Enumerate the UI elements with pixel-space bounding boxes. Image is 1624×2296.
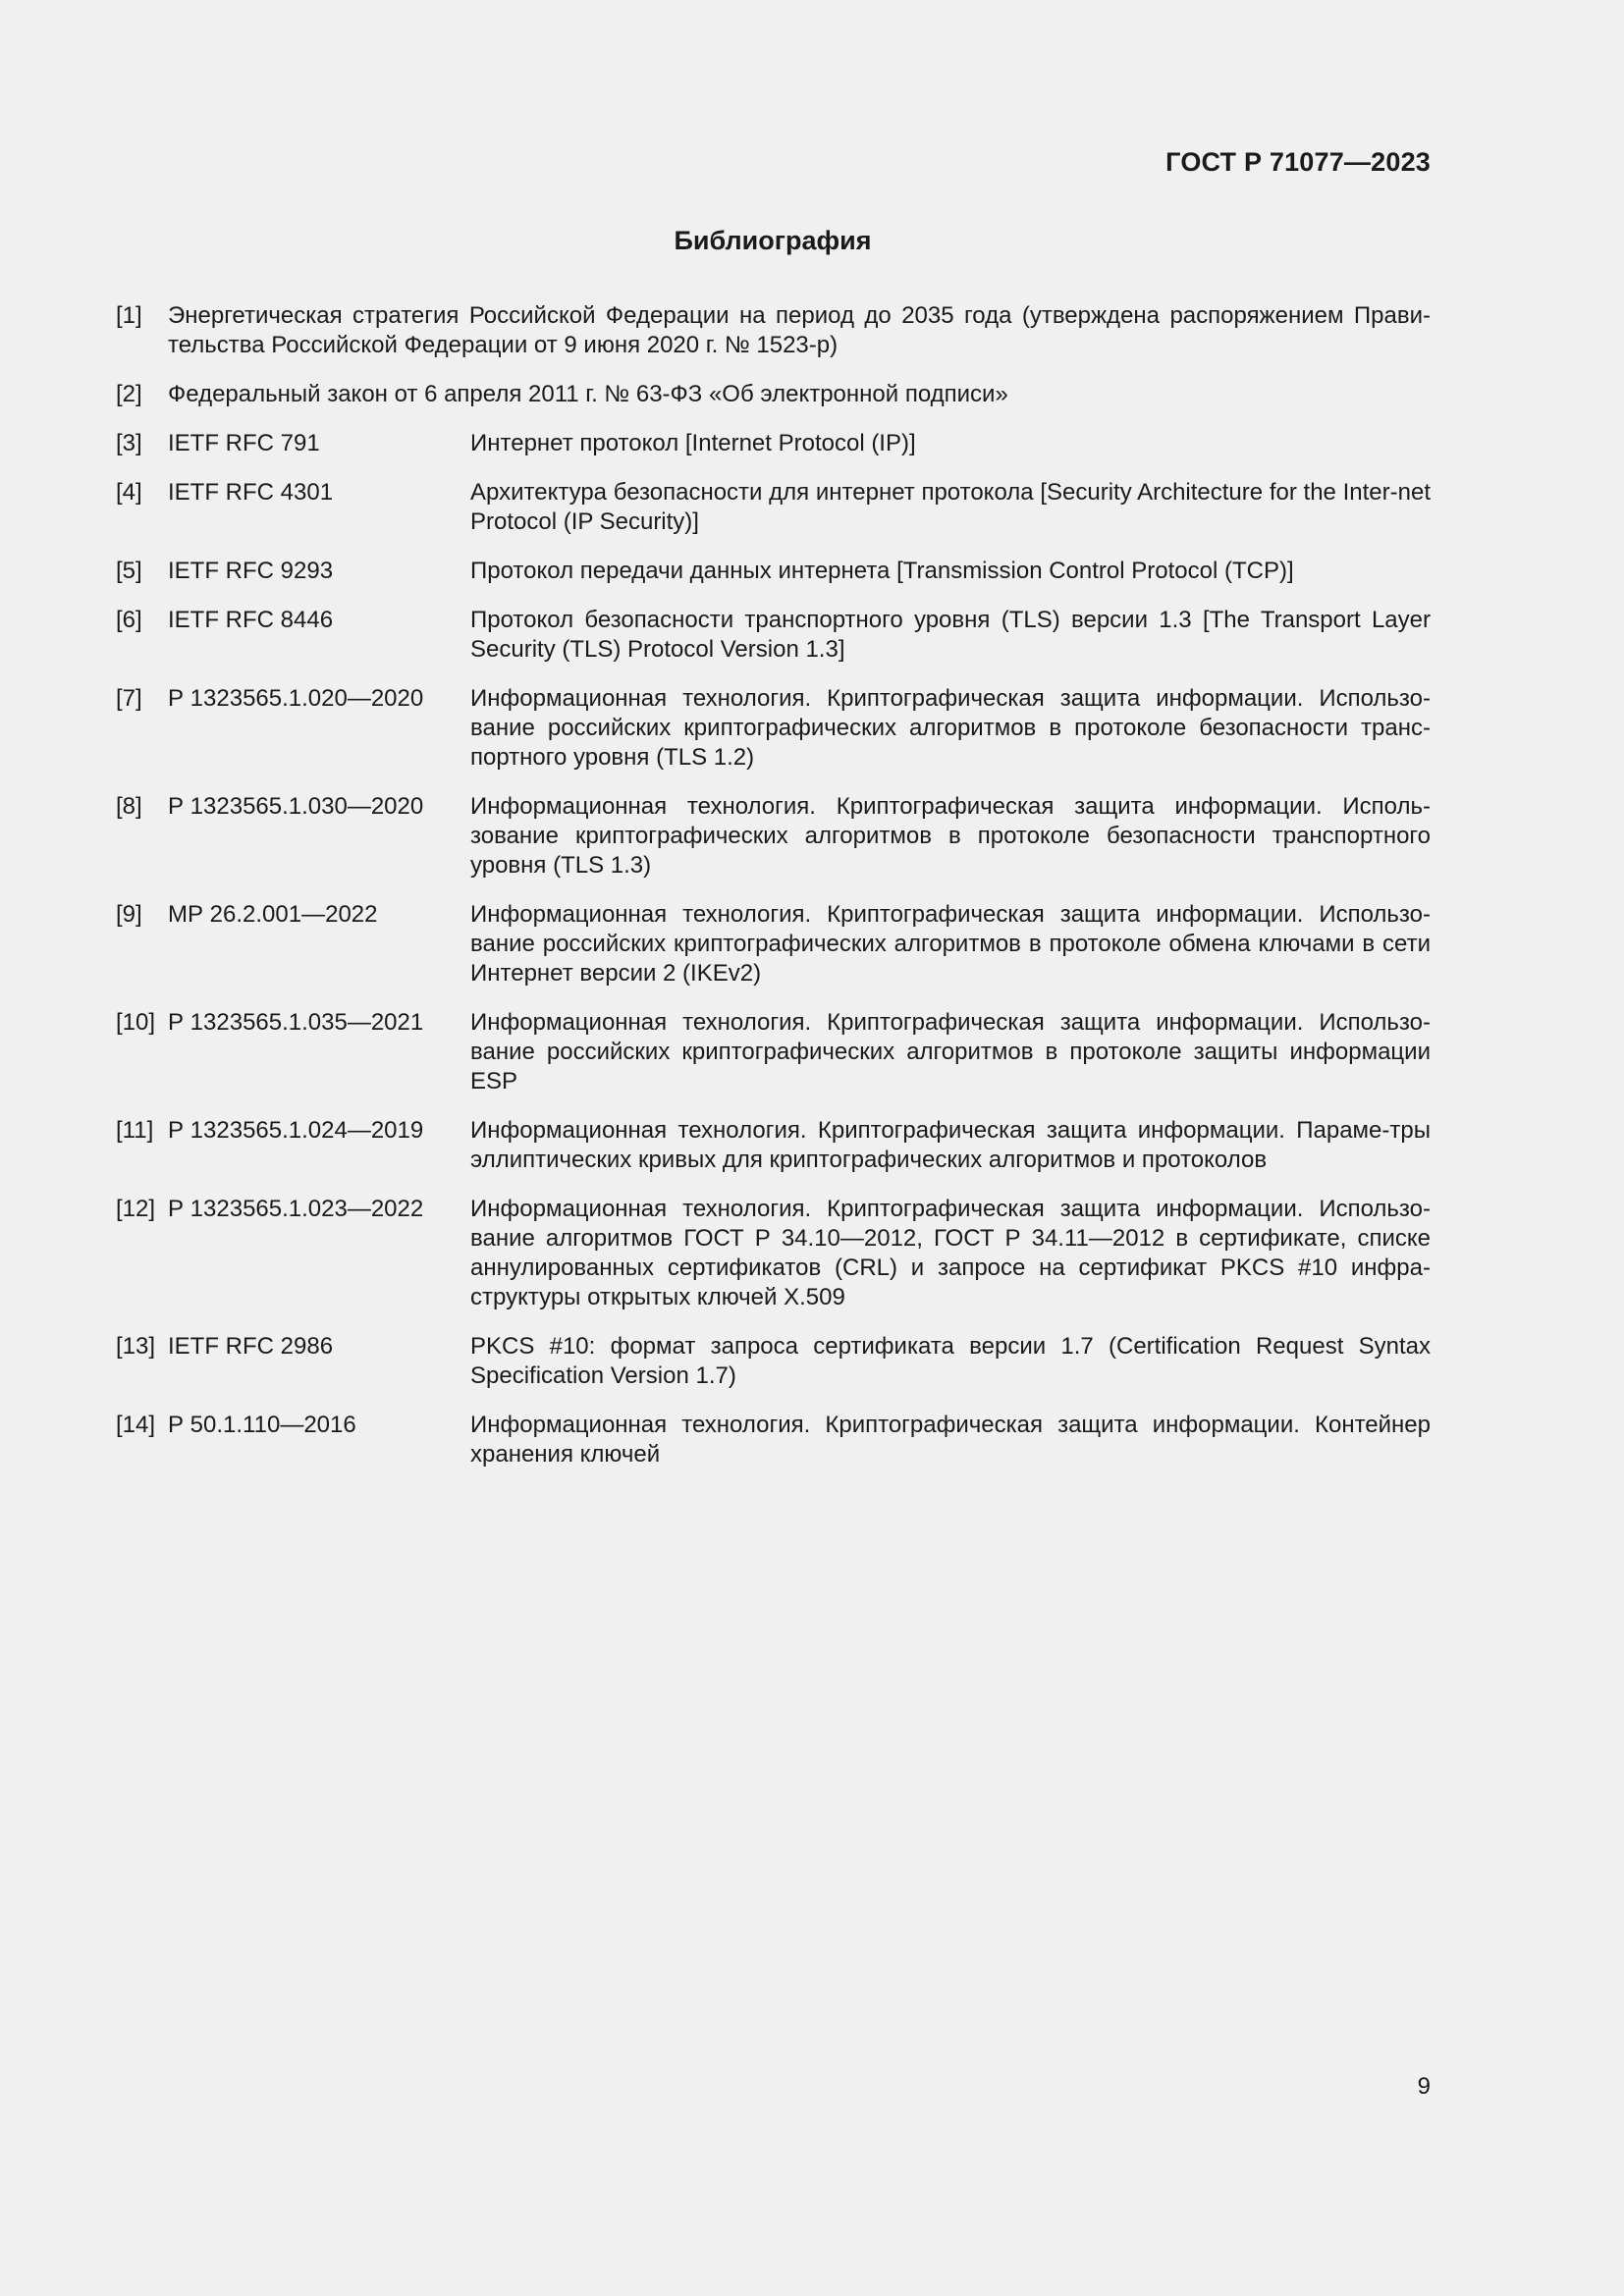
reference-title: Энергетическая стратегия Российской Федерации на период до 2035 года (утверждена распоряжением Прави-тельства Российской Федерации от 9 июня 2020 г. № 1523-р) [168,302,1431,358]
reference-code: МР 26.2.001—2022 [168,901,378,928]
reference-title: Архитектура безопасности для интернет протокола [Security Architecture for the Inter-net Protocol (IP Security)] [470,479,1431,535]
bibliography-item [116,478,1431,537]
reference-code: Р 1323565.1.023—2022 [168,1196,424,1222]
document-identifier: ГОСТ Р 71077—2023 [1165,147,1431,177]
reference-number: [12] [116,1196,156,1222]
bibliography-item [116,1116,1431,1175]
bibliography-item [116,1332,1431,1391]
reference-code: IETF RFC 791 [168,430,320,456]
reference-title: Информационная технология. Криптографическая защита информации. Использо-вание российских криптографических алгоритмов в протоколе защиты информации ESP [470,1009,1431,1095]
reference-code: IETF RFC 9293 [168,558,334,584]
bibliography-item [116,900,1431,988]
reference-code: IETF RFC 8446 [168,607,334,633]
reference-title: Информационная технология. Криптографическая защита информации. Параме-тры эллиптических кривых для криптографических алгоритмов и протоколов [470,1117,1431,1173]
reference-number: [2] [116,381,142,407]
reference-number: [6] [116,607,142,633]
reference-number: [5] [116,558,142,584]
reference-title: Информационная технология. Криптографическая защита информации. Исполь-зование криптографических алгоритмов в протоколе безопасности транспортного уровня (TLS 1.3) [470,793,1431,879]
reference-title: Федеральный закон от 6 апреля 2011 г. № 63-ФЗ «Об электронной подписи» [168,381,1008,407]
reference-title: PKCS #10: формат запроса сертификата версии 1.7 (Certification Request Syntax Specification Version 1.7) [470,1333,1431,1389]
reference-code: Р 50.1.110—2016 [168,1412,356,1438]
bibliography-item [116,606,1431,665]
reference-number: [11] [116,1117,154,1144]
bibliography-item [116,301,1431,360]
reference-number: [3] [116,430,142,456]
reference-code: IETF RFC 2986 [168,1333,334,1360]
bibliography-item [116,429,1431,458]
bibliography-item [116,1195,1431,1312]
reference-title: Протокол безопасности транспортного уровня (TLS) версии 1.3 [The Transport Layer Security (TLS) Protocol Version 1.3] [470,607,1431,663]
reference-code: Р 1323565.1.035—2021 [168,1009,424,1036]
bibliography-item [116,1008,1431,1096]
page-number: 9 [1417,2073,1431,2100]
bibliography-item [116,1411,1431,1469]
bibliography-item [116,792,1431,881]
reference-number: [8] [116,793,142,820]
reference-code: Р 1323565.1.020—2020 [168,685,424,712]
reference-title: Интернет протокол [Internet Protocol (IP)] [470,430,916,456]
reference-title: Информационная технология. Криптографическая защита информации. Использо-вание российских криптографических алгоритмов в протоколе обмена ключами в сети Интернет версии 2 (IKEv2) [470,901,1431,987]
reference-number: [14] [116,1412,156,1438]
reference-number: [10] [116,1009,156,1036]
section-title: Библиография [674,226,872,255]
reference-code: IETF RFC 4301 [168,479,334,506]
reference-title: Информационная технология. Криптографическая защита информации. Использо-вание алгоритмов ГОСТ Р 34.10—2012, ГОСТ Р 34.11—2012 в сертификате, списке аннулированных сертификатов (CRL) и запросе на сертификат PKCS #10 инфра-структуры открытых ключей X.509 [470,1196,1431,1310]
reference-code: Р 1323565.1.030—2020 [168,793,424,820]
bibliography-item [116,380,1431,409]
reference-title: Информационная технология. Криптографическая защита информации. Использо-вание российских криптографических алгоритмов в протоколе безопасности транс-портного уровня (TLS 1.2) [470,685,1431,771]
reference-number: [4] [116,479,142,506]
reference-number: [13] [116,1333,156,1360]
bibliography-list [116,301,1431,1489]
reference-number: [7] [116,685,142,712]
reference-code: Р 1323565.1.024—2019 [168,1117,424,1144]
reference-title: Протокол передачи данных интернета [Transmission Control Protocol (TCP)] [470,558,1294,584]
reference-number: [9] [116,901,142,928]
reference-title: Информационная технология. Криптографическая защита информации. Контейнер хранения ключей [470,1412,1431,1468]
bibliography-item [116,557,1431,586]
bibliography-item [116,684,1431,773]
reference-number: [1] [116,302,142,329]
